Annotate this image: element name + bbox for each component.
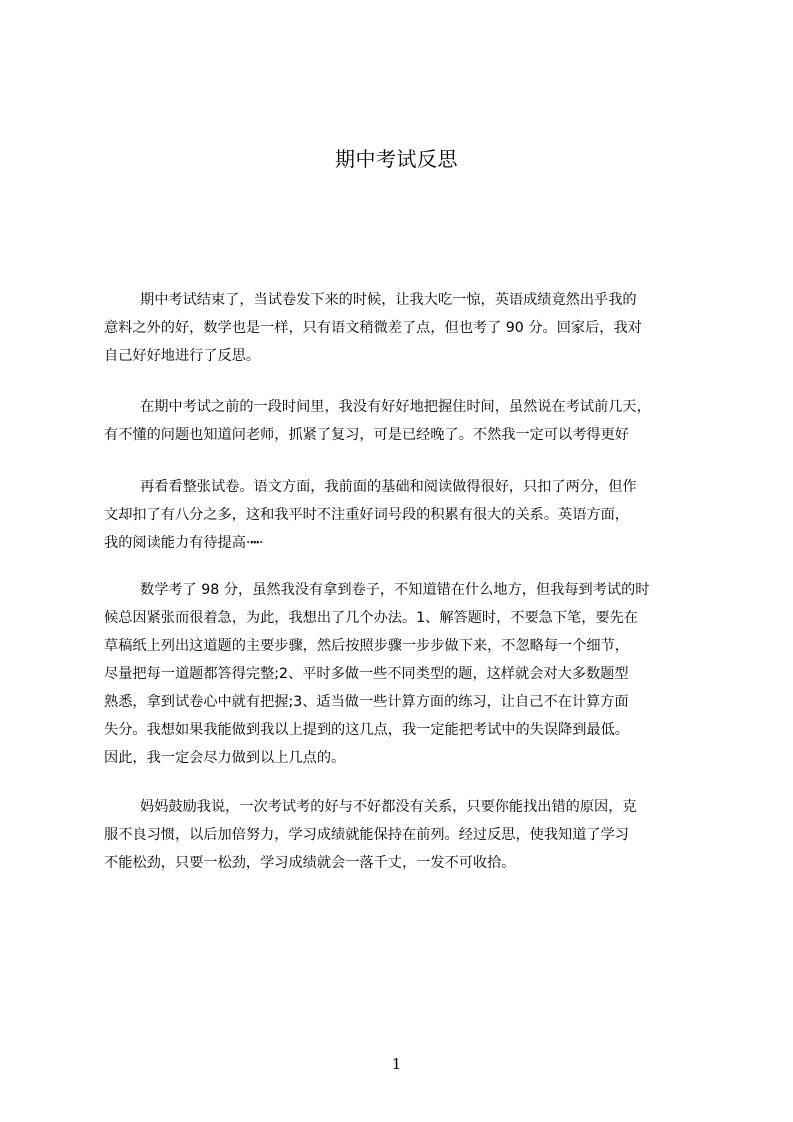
text-line: 候总因紧张而很着急，为此，我想出了几个办法。1、解答题时，不要急下笔，要先在 <box>104 610 638 626</box>
text-line: 再看看整张试卷。语文方面，我前面的基础和阅读做得很好，只扣了两分，但作 <box>140 479 637 495</box>
text-line: 意料之外的好，数学也是一样，只有语文稍微差了点，但也考了 90 分。回家后，我对 <box>104 320 642 336</box>
paragraph-5 <box>104 793 700 877</box>
page-number: 1 <box>391 1055 402 1073</box>
text-line: 尽量把每一道题都答得完整;2、平时多做一些不同类型的题，这样就会对大多数题型 <box>104 666 629 682</box>
text-line: 草稿纸上列出这道题的主要步骤，然后按照步骤一步步做下来，不忽略每一个细节， <box>104 638 629 654</box>
paragraph-2 <box>104 393 700 449</box>
text-line: 在期中考试之前的一段时间里，我没有好好地把握住时间，虽然说在考试前几天， <box>140 399 651 415</box>
paragraph-4 <box>104 576 700 772</box>
text-line: 失分。我想如果我能做到我以上提到的这几点，我一定能把考试中的失误降到最低。 <box>104 722 629 738</box>
text-line: 自己好好地进行了反思。 <box>104 348 261 364</box>
text-line: 因此，我一定会尽力做到以上几点的。 <box>104 750 346 766</box>
text-line: 期中考试结束了，当试卷发下来的时候，让我大吃一惊，英语成绩竟然出乎我的 <box>140 292 637 308</box>
paragraph-1 <box>104 286 700 370</box>
text-line: 不能松劲，只要一松劲，学习成绩就会一落千丈，一发不可收拾。 <box>104 855 516 871</box>
text-line: 妈妈鼓励我说，一次考试考的好与不好都没有关系，只要你能找出错的原因，克 <box>140 799 637 815</box>
text-line: 数学考了 98 分，虽然我没有拿到卷子，不知道错在什么地方，但我每到考试的时 <box>140 582 650 598</box>
text-line: 服不良习惯，以后加倍努力，学习成绩就能保持在前列。经过反思，使我知道了学习 <box>104 827 629 843</box>
text-line: 有不懂的问题也知道问老师，抓紧了复习，可是已经晚了。不然我一定可以考得更好 <box>104 427 629 443</box>
text-line: 我的阅读能力有待提高·┅· <box>104 535 264 551</box>
page-title: 期中考试反思 <box>335 147 458 171</box>
text-line: 文却扣了有八分之多，这和我平时不注重好词号段的积累有很大的关系。英语方面， <box>104 507 629 523</box>
text-line: 熟悉，拿到试卷心中就有把握;3、适当做一些计算方面的练习，让自己不在计算方面 <box>104 694 629 710</box>
paragraph-3 <box>104 473 700 557</box>
